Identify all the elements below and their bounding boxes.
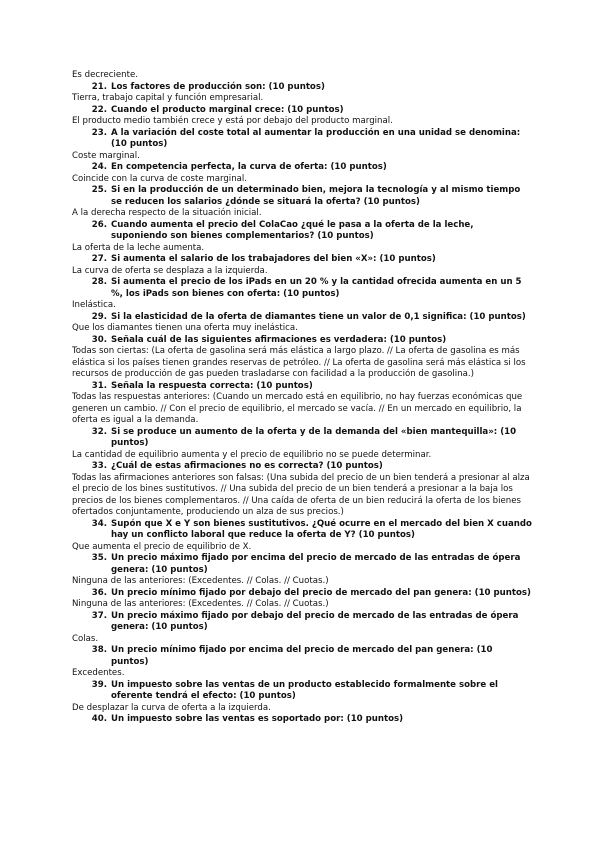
document-page bbox=[72, 70, 532, 726]
question-item bbox=[72, 220, 532, 243]
answer-text: Ninguna de las anteriores: (Excedentes. // Colas. // Cuotas.) bbox=[72, 576, 329, 586]
question-text: Si en la producción de un determinado bien, mejora la tecnología y al mismo tiempo se reducen los salarios ¿dónde se situará la oferta? (10 puntos) bbox=[111, 185, 521, 207]
question-number: 40. bbox=[91, 714, 107, 724]
answer-text: Coste marginal. bbox=[72, 150, 140, 161]
question-number: 23. bbox=[91, 127, 107, 138]
question-number: 35. bbox=[91, 553, 107, 563]
question-item bbox=[72, 128, 532, 151]
question-item bbox=[72, 680, 532, 703]
question-text: Un precio mínimo fijado por debajo del precio de mercado del pan genera: (10 puntos) bbox=[111, 587, 531, 598]
answer-text: Excedentes. bbox=[72, 668, 125, 678]
question-text: Si se produce un aumento de la oferta y de la demanda del «bien mantequilla»: (10 puntos) bbox=[111, 426, 517, 448]
answer-text: Coincide con la curva de coste marginal. bbox=[72, 173, 248, 184]
question-number: 31. bbox=[91, 380, 107, 391]
question-text: Si aumenta el precio de los iPads en un 20 % y la cantidad ofrecida aumenta en un 5 %, los iPads son bienes con oferta: (10 puntos) bbox=[111, 277, 522, 299]
question-item bbox=[72, 185, 532, 208]
answer-text: Colas. bbox=[72, 633, 99, 644]
question-text: ¿Cuál de estas afirmaciones no es correcta? (10 puntos) bbox=[111, 461, 383, 471]
question-text: Un precio mínimo fijado por encima del precio de mercado del pan genera: (10 puntos) bbox=[111, 645, 493, 667]
question-item bbox=[72, 588, 532, 600]
answer-text: Todas las respuestas anteriores: (Cuando un mercado está en equilibrio, no hay fuerzas económicas que generen un cambio. // Con el precio de equilibrio, el mercado se vacía. // En un mercado en equilibrio, la oferta es igual a la demanda. bbox=[72, 392, 523, 425]
question-item bbox=[72, 553, 532, 576]
question-text: Un impuesto sobre las ventas es soportado por: (10 puntos) bbox=[111, 714, 404, 724]
question-number: 36. bbox=[91, 587, 107, 598]
question-text: Supón que X e Y son bienes sustitutivos. ¿Qué ocurre en el mercado del bien X cuando hay un conflicto laboral que reduce la oferta de Y? (10 puntos) bbox=[111, 518, 532, 540]
answer-text: De desplazar la curva de oferta a la izquierda. bbox=[72, 702, 271, 713]
question-number: 24. bbox=[91, 162, 107, 172]
question-item bbox=[72, 381, 532, 393]
answer-text: La oferta de la leche aumenta. bbox=[72, 242, 205, 253]
answer-text: La curva de oferta se desplaza a la izquierda. bbox=[72, 265, 268, 276]
question-text: En competencia perfecta, la curva de oferta: (10 puntos) bbox=[111, 162, 387, 172]
question-text: Si la elasticidad de la oferta de diamantes tiene un valor de 0,1 significa: (10 puntos) bbox=[111, 311, 526, 322]
question-item bbox=[72, 519, 532, 542]
question-item bbox=[72, 645, 532, 668]
question-number: 34. bbox=[91, 518, 107, 529]
question-item bbox=[72, 335, 532, 347]
question-number: 39. bbox=[91, 679, 107, 690]
answer-text: Es decreciente. bbox=[72, 70, 138, 80]
question-item bbox=[72, 162, 532, 174]
answer-text: La cantidad de equilibrio aumenta y el precio de equilibrio no se puede determinar. bbox=[72, 449, 432, 460]
question-number: 28. bbox=[91, 277, 107, 287]
question-number: 27. bbox=[91, 254, 107, 264]
question-text: Cuando aumenta el precio del ColaCao ¿qué le pasa a la oferta de la leche, suponiendo son bienes complementarios? (10 puntos) bbox=[111, 219, 474, 241]
question-number: 37. bbox=[91, 610, 107, 621]
question-text: Un precio máximo fijado por debajo del precio de mercado de las entradas de ópera genera: (10 puntos) bbox=[111, 610, 519, 632]
question-item bbox=[72, 427, 532, 450]
question-text: Los factores de producción son: (10 puntos) bbox=[111, 81, 325, 92]
question-number: 32. bbox=[91, 426, 107, 437]
answer-text: A la derecha respecto de la situación inicial. bbox=[72, 208, 262, 218]
answer-text: Que aumenta el precio de equilibrio de X. bbox=[72, 541, 252, 552]
question-item bbox=[72, 312, 532, 324]
question-text: Un impuesto sobre las ventas de un producto establecido formalmente sobre el oferente tendrá el efecto: (10 puntos) bbox=[111, 679, 498, 701]
question-text: Señala cuál de las siguientes afirmaciones es verdadera: (10 puntos) bbox=[111, 334, 447, 345]
question-item bbox=[72, 82, 532, 94]
question-number: 29. bbox=[91, 311, 107, 322]
question-text: Cuando el producto marginal crece: (10 puntos) bbox=[111, 104, 344, 115]
answer-text: El producto medio también crece y está por debajo del producto marginal. bbox=[72, 116, 393, 126]
question-text: Si aumenta el salario de los trabajadores del bien «X»: (10 puntos) bbox=[111, 254, 436, 264]
question-number: 38. bbox=[91, 645, 107, 655]
question-item bbox=[72, 714, 532, 726]
question-item bbox=[72, 461, 532, 473]
answer-text: Todas las afirmaciones anteriores son falsas: (Una subida del precio de un bien tenderá a presionar al alza el precio de los bines sustitutivos. // Una subida del precio de un bien tenderá a presionar a la baja los precios de los bienes complementaros. // Una caída de oferta de un bien reducirá la oferta de los bienes ofertados conjuntamente, produciendo un alza de sus precios.) bbox=[72, 472, 530, 517]
answer-text: Todas son ciertas: (La oferta de gasolina será más elástica a largo plazo. // La oferta de gasolina es más elástica si los países tienen grandes reservas de petróleo. // La oferta de gasolina será más elástica si los recursos de producción de gas pueden trasladarse con facilidad a la producción de gasolina.) bbox=[72, 346, 526, 379]
question-text: A la variación del coste total al aumentar la producción en una unidad se denomina: (10 puntos) bbox=[111, 127, 521, 149]
question-number: 25. bbox=[91, 185, 107, 195]
answer-text: Tierra, trabajo capital y función empresarial. bbox=[72, 93, 264, 103]
question-number: 22. bbox=[91, 104, 107, 115]
question-number: 33. bbox=[91, 461, 107, 471]
question-text: Señala la respuesta correcta: (10 puntos) bbox=[111, 380, 313, 391]
question-item bbox=[72, 277, 532, 300]
answer-text: Que los diamantes tienen una oferta muy inelástica. bbox=[72, 323, 298, 333]
answer-text: Inelástica. bbox=[72, 300, 116, 310]
question-text: Un precio máximo fijado por encima del precio de mercado de las entradas de ópera genera: (10 puntos) bbox=[111, 553, 521, 575]
question-number: 21. bbox=[91, 81, 107, 92]
question-number: 30. bbox=[91, 334, 107, 345]
question-item bbox=[72, 105, 532, 117]
question-item bbox=[72, 254, 532, 266]
question-item bbox=[72, 611, 532, 634]
answer-text: Ninguna de las anteriores: (Excedentes. // Colas. // Cuotas.) bbox=[72, 599, 329, 609]
question-number: 26. bbox=[91, 219, 107, 230]
